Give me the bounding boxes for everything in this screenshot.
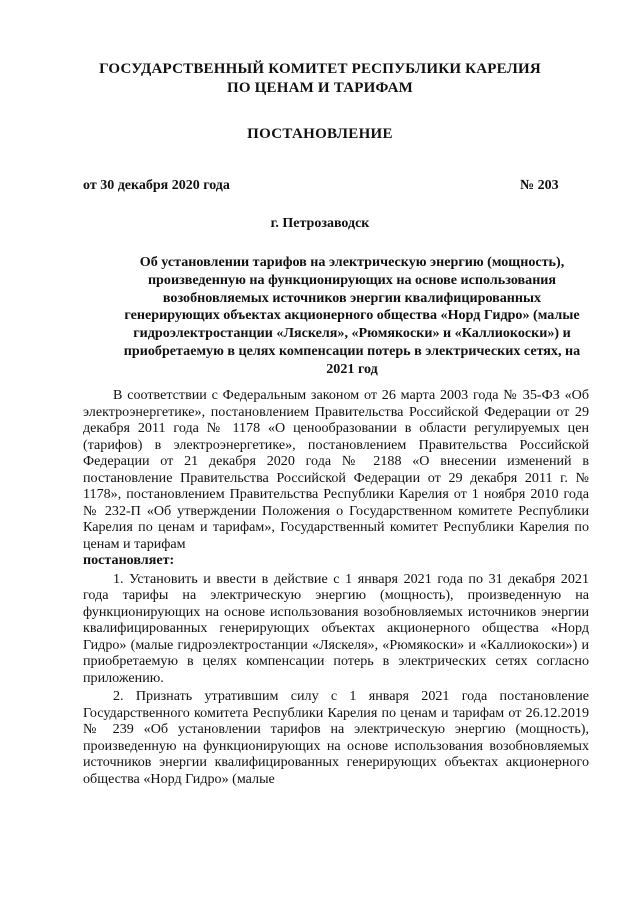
committee-name-line1: ГОСУДАРСТВЕННЫЙ КОМИТЕТ РЕСПУБЛИКИ КАРЕЛИЯ [99,61,541,77]
item-2-paragraph: 2. Признать утратившим силу с 1 января 2021 года постановление Государственного комитета Республики Карелия по ценам и тарифам от 26.12.2019 № 239 «Об установлении тарифов на электрическую энергию (мощность), произведенную на функционирующих на основе использования возобновляемых источников энергии квалифицированных генерирующих объектах акционерного общества «Норд Гидро» (малые [83,688,589,787]
document-date: от 30 декабря 2020 года [83,178,230,193]
committee-name-line2: ПО ЦЕНАМ И ТАРИФАМ [226,80,414,96]
decree-word: постановляет: [83,552,175,568]
preamble-paragraph [83,387,589,569]
preamble-text: В соответствии с Федеральным законом от 26 марта 2003 года № 35-ФЗ «Об электроэнергетике», постановлением Правительства Российской Федерации от 29 декабря 2011 года № 1178 «О ценообразовании в области регулируемых цен (тарифов) в электроэнергетике», постановлением Правительства Российской Федерации от 21 декабря 2020 года № 2188 «О внесении изменений в постановление Правительства Российской Федерации от 29 декабря 2011 г. № 1178», постановлением Правительства Республики Карелия от 1 ноября 2010 года № 232-П «Об утверждении Положения о Государственном комитете Республики Карелия по ценам и тарифам», Государственный комитет Республики Карелия по ценам и тарифам [83,387,589,552]
item-1-paragraph: 1. Установить и ввести в действие с 1 января 2021 года по 31 декабря 2021 года тарифы на электрическую энергию (мощность), произведенную на функционирующих на основе использования возобновляемых источников энергии квалифицированных генерирующих объектах акционерного общества «Норд Гидро» (малые гидроэлектростанции «Ляскеля», «Рюмякоски» и «Каллиокоски») и приобретаемую в целях компенсации потерь в электрических сетях согласно приложению. [83,570,589,686]
document-type: ПОСТАНОВЛЕНИЕ [247,126,393,142]
document-number: № 203 [520,178,559,193]
document-body [83,387,589,787]
document-city: г. Петрозаводск [270,216,370,231]
document-subject: Об установлении тарифов на электрическую энергию (мощность), произведенную на функционирующих на основе использования возобновляемых источников энергии квалифицированных генерирующих объектах акционерного общества «Норд Гидро» (малые гидроэлектростанции «Ляскеля», «Рюмякоски» и «Каллиокоски») и приобретаемую в целях компенсации потерь в электрических сетях, на 2021 год [123,254,581,377]
